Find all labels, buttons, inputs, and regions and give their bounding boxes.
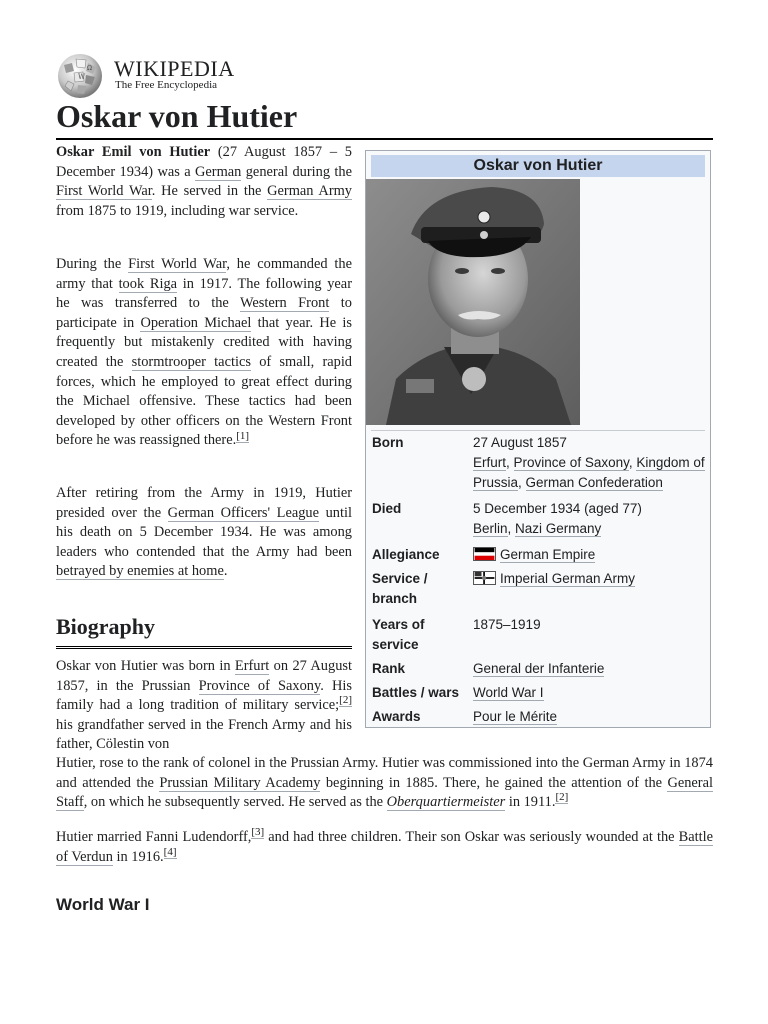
link-took-riga[interactable]: took Riga — [118, 275, 178, 292]
allegiance-value — [473, 545, 705, 565]
text-run: that year. He is frequently but mistakenly credited with having created the — [56, 314, 352, 370]
citation-4[interactable]: [4] — [163, 845, 177, 858]
link-world-war-i[interactable]: World War I — [473, 685, 544, 700]
rank-value — [473, 659, 705, 679]
text-run: in 1911. — [505, 794, 556, 811]
intro-paragraph-2 — [56, 255, 352, 451]
died-label: Died — [372, 501, 402, 516]
link-german-army[interactable]: German Army — [267, 183, 352, 200]
text-run: Oskar von Hutier was born in — [56, 658, 235, 674]
text-run: general during the — [241, 163, 352, 180]
text-run: After retiring from the Army in 1919, Hutier presided over the — [56, 485, 352, 521]
text-run: . His family had a long tradition of military service; — [56, 677, 353, 714]
svg-text:Ω: Ω — [87, 65, 92, 72]
allegiance-label: Allegiance — [372, 547, 440, 562]
infobox-row-died — [371, 497, 705, 541]
link-general-staff[interactable]: General Staff — [56, 774, 713, 811]
link-kingdom-of-prussia[interactable]: Kingdom of Prussia — [473, 455, 705, 490]
rank-label: Rank — [372, 661, 406, 676]
born-label: Born — [372, 435, 404, 450]
link-pour-le-merite[interactable]: Pour le Mérite — [473, 709, 558, 724]
citation-3[interactable]: [3] — [251, 826, 265, 839]
link-operation-michael[interactable]: Operation Michael — [140, 314, 252, 331]
link-stab-in-the-back[interactable]: betrayed by enemies at home — [56, 563, 224, 580]
world-war-i-heading: World War I — [56, 895, 150, 914]
link-german-confederation[interactable]: German Confederation — [525, 475, 663, 490]
born-value: 27 August 1857 Erfurt, Province of Saxony, Kingdom of Prussia, German Confederation — [473, 435, 705, 490]
wikipedia-wordmark[interactable]: WIKIPEDIA — [114, 56, 235, 81]
link-nazi-germany[interactable]: Nazi Germany — [515, 521, 602, 536]
years-value: 1875–1919 — [473, 617, 541, 632]
branch-label: Service / branch — [372, 571, 428, 606]
battles-value — [473, 683, 705, 703]
text-run: in 1916. — [112, 848, 164, 865]
link-erfurt[interactable]: Erfurt — [234, 658, 270, 674]
text-run: on 27 August 1857, in the Prussian — [56, 658, 352, 694]
link-prussian-military-academy[interactable]: Prussian Military Academy — [159, 774, 321, 791]
infobox-row-years — [371, 613, 705, 657]
biography-heading: Biography — [56, 613, 352, 649]
infobox-row-born — [371, 431, 705, 495]
text-run: (27 August 1857 – 5 December 1934) was a — [56, 144, 352, 180]
text-run: Hutier, rose to the rank of colonel in the Prussian Army. Hutier was commissioned into the German Army in 1874 and attended the — [56, 755, 713, 791]
link-first-world-war[interactable]: First World War — [56, 183, 152, 200]
text-run: . — [223, 563, 228, 580]
text-run: , on which he subsequently served. He served as the — [83, 794, 387, 811]
text-run: , he commanded the army that — [56, 256, 353, 292]
branch-value — [473, 569, 705, 609]
biography-paragraph-1-continued — [56, 754, 713, 813]
page-title: Oskar von Hutier — [56, 97, 713, 140]
link-province-of-saxony[interactable]: Province of Saxony — [513, 455, 629, 470]
infobox-row-allegiance — [371, 543, 705, 567]
text-run: from 1875 to 1919, including war service. — [56, 202, 299, 219]
years-label: Years of service — [372, 617, 425, 652]
link-german-officers-league[interactable]: German Officers' League — [167, 504, 320, 521]
war-ensign-flag-icon — [473, 571, 496, 585]
biography-paragraph-2 — [56, 828, 713, 867]
text-run: to participate in — [56, 295, 352, 331]
infobox-row-battles — [371, 681, 705, 705]
wikipedia-globe-logo[interactable] — [56, 53, 106, 99]
text-run: beginning in 1885. There, he gained the attention of the — [320, 774, 668, 791]
link-german-empire[interactable]: German Empire — [500, 547, 596, 562]
subject-name: Oskar Emil von Hutier — [56, 144, 211, 160]
died-value: 5 December 1934 (aged 77) Berlin, Nazi Germany — [473, 501, 642, 536]
link-western-front[interactable]: Western Front — [239, 295, 330, 312]
text-run: Hutier married Fanni Ludendorff, — [56, 829, 252, 845]
link-province-of-saxony[interactable]: Province of Saxony — [198, 677, 321, 694]
citation-1[interactable]: [1] — [236, 429, 250, 442]
awards-label: Awards — [372, 709, 421, 724]
battles-label: Battles / wars — [372, 685, 460, 700]
died-date: 5 December 1934 (aged 77) — [473, 501, 642, 516]
text-run: in 1917. The following year he was transferred to the — [56, 275, 352, 312]
citation-2[interactable]: [2] — [555, 791, 569, 804]
link-general-der-infanterie[interactable]: General der Infanterie — [473, 661, 605, 676]
svg-text:W: W — [78, 73, 86, 81]
wikipedia-tagline: The Free Encyclopedia — [115, 79, 218, 91]
link-oberquartiermeister[interactable]: Oberquartiermeister — [386, 794, 506, 811]
infobox-row-branch — [371, 567, 705, 611]
link-battle-of-verdun[interactable]: Battle of Verdun — [56, 829, 713, 865]
text-run: . He served in the — [151, 183, 268, 200]
intro-paragraph-3 — [56, 484, 352, 582]
text-run: of small, rapid forces, which he employed to great effect during the Michael offensive. These tactics had been developed by other officers on the Western Front before he was reassigned there. — [56, 353, 353, 449]
infobox-row-awards — [371, 705, 705, 729]
german-empire-flag-icon — [473, 547, 496, 561]
biography-paragraph-1 — [56, 657, 352, 755]
awards-value — [473, 707, 705, 727]
link-erfurt[interactable]: Erfurt — [473, 455, 507, 470]
text-run: his grandfather served in the French Army and his father, Cölestin von — [56, 716, 352, 753]
link-first-world-war[interactable]: First World War — [128, 256, 227, 272]
link-berlin[interactable]: Berlin — [473, 521, 508, 536]
infobox-row-rank — [371, 657, 705, 681]
link-german[interactable]: German — [195, 163, 242, 180]
text-run: and had three children. Their son Oskar was seriously wounded at the — [264, 829, 679, 845]
portrait-photo[interactable] — [366, 179, 580, 425]
infobox — [365, 150, 711, 728]
citation-2[interactable]: [2] — [339, 694, 352, 707]
link-stormtrooper-tactics[interactable]: stormtrooper tactics — [131, 353, 251, 370]
intro-paragraph-1 — [56, 143, 352, 221]
text-run: until his death on 5 December 1934. He was among leaders who contended that the Army had been — [56, 504, 352, 560]
born-date: 27 August 1857 — [473, 435, 567, 450]
infobox-title: Oskar von Hutier — [371, 155, 705, 177]
text-run: During the — [56, 256, 129, 272]
link-imperial-german-army[interactable]: Imperial German Army — [500, 571, 636, 586]
